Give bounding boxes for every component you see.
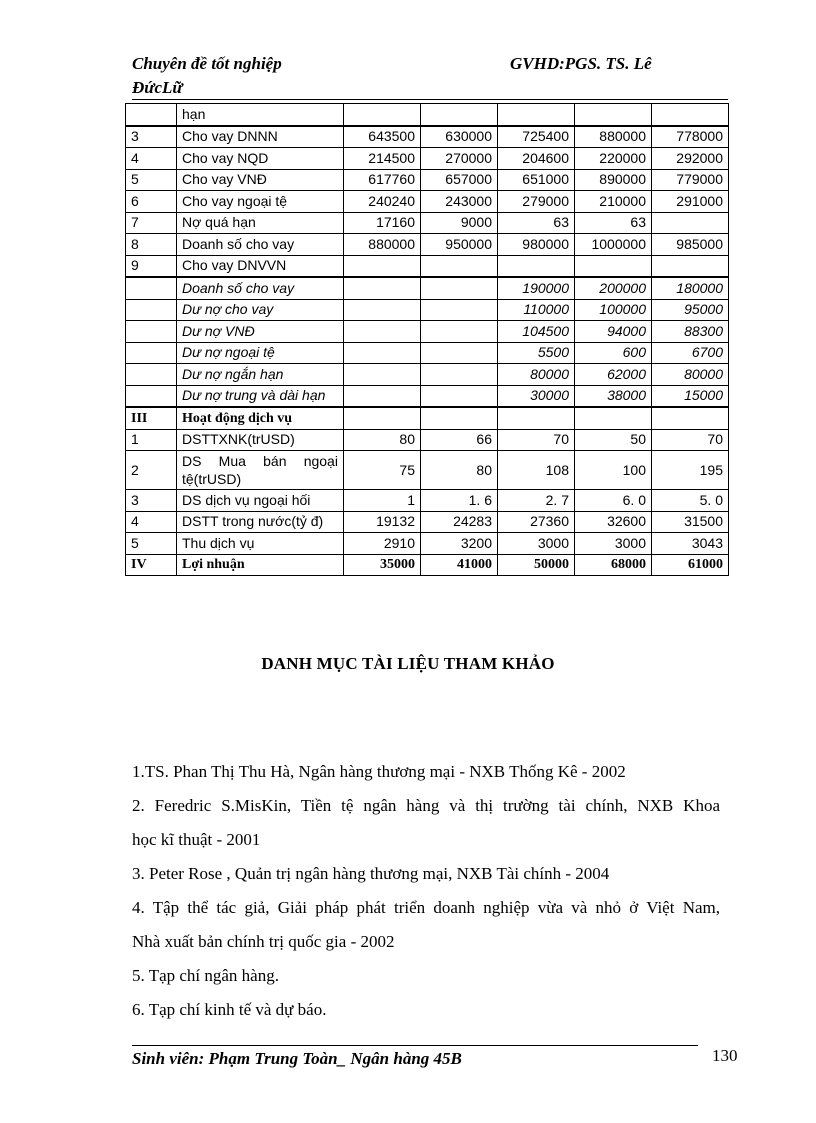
value-cell: 5. 0 bbox=[652, 490, 729, 512]
row-index: IV bbox=[126, 554, 177, 576]
header-advisor: GVHD:PGS. TS. Lê bbox=[510, 54, 652, 73]
value-cell: 94000 bbox=[575, 321, 652, 343]
row-label: DSTTXNK(trUSD) bbox=[177, 429, 344, 451]
value-cell: 1 bbox=[344, 490, 421, 512]
value-cell: 240240 bbox=[344, 191, 421, 213]
table-row bbox=[126, 234, 729, 256]
value-cell: 80 bbox=[344, 429, 421, 451]
value-cell bbox=[421, 104, 498, 126]
value-cell: 104500 bbox=[498, 321, 575, 343]
row-label-word: Mua bbox=[218, 453, 246, 469]
value-cell: 1. 6 bbox=[421, 490, 498, 512]
page-header bbox=[132, 52, 728, 100]
value-cell: 292000 bbox=[652, 148, 729, 170]
table-row bbox=[126, 191, 729, 213]
value-cell: 70 bbox=[498, 429, 575, 451]
value-cell: 15000 bbox=[652, 385, 729, 407]
value-cell bbox=[498, 104, 575, 126]
row-label: Cho vay ngoại tệ bbox=[177, 191, 344, 213]
value-cell bbox=[421, 321, 498, 343]
row-label: Doanh số cho vay bbox=[177, 277, 344, 299]
reference-text: 4. Tập thể tác giả, Giải pháp phát triển doanh nghiệp vừa và nhỏ ở Việt Nam, bbox=[132, 898, 720, 917]
row-index: 4 bbox=[126, 511, 177, 533]
value-cell: 80 bbox=[421, 451, 498, 490]
table-row bbox=[126, 451, 729, 490]
row-label: Dư nợ trung và dài hạn bbox=[177, 385, 344, 407]
footer-student: Sinh viên: Phạm Trung Toàn_ Ngân hàng 45B bbox=[132, 1049, 462, 1068]
value-cell: 950000 bbox=[421, 234, 498, 256]
value-cell: 27360 bbox=[498, 511, 575, 533]
row-label: Doanh số cho vay bbox=[177, 234, 344, 256]
value-cell bbox=[344, 104, 421, 126]
value-cell: 243000 bbox=[421, 191, 498, 213]
value-cell: 778000 bbox=[652, 126, 729, 148]
value-cell: 6. 0 bbox=[575, 490, 652, 512]
value-cell: 5500 bbox=[498, 342, 575, 364]
reference-text: 1.TS. Phan Thị Thu Hà, Ngân hàng thương mại - NXB Thống Kê - 2002 bbox=[132, 762, 626, 781]
row-label: Cho vay VNĐ bbox=[177, 169, 344, 191]
row-label-cont: tệ(trUSD) bbox=[182, 471, 242, 487]
row-label bbox=[177, 451, 344, 490]
reference-item bbox=[132, 789, 720, 857]
table-row bbox=[126, 407, 729, 429]
value-cell: 110000 bbox=[498, 299, 575, 321]
value-cell: 2910 bbox=[344, 533, 421, 555]
row-label: Cho vay NQD bbox=[177, 148, 344, 170]
reference-item bbox=[132, 891, 720, 959]
row-index: 3 bbox=[126, 126, 177, 148]
value-cell: 617760 bbox=[344, 169, 421, 191]
value-cell bbox=[344, 299, 421, 321]
row-index bbox=[126, 277, 177, 299]
value-cell bbox=[344, 321, 421, 343]
references-title: DANH MỤC TÀI LIỆU THAM KHẢO bbox=[261, 654, 555, 673]
value-cell: 66 bbox=[421, 429, 498, 451]
table-row bbox=[126, 554, 729, 576]
header-advisor-name: ĐứcLữ bbox=[132, 78, 183, 97]
value-cell: 985000 bbox=[652, 234, 729, 256]
value-cell bbox=[344, 364, 421, 386]
row-label-word: bán bbox=[263, 453, 287, 469]
table-row bbox=[126, 212, 729, 234]
row-index: 3 bbox=[126, 490, 177, 512]
value-cell: 63 bbox=[498, 212, 575, 234]
row-label: DSTT trong nước(tỷ đ) bbox=[177, 511, 344, 533]
table-row bbox=[126, 148, 729, 170]
value-cell: 30000 bbox=[498, 385, 575, 407]
value-cell: 68000 bbox=[575, 554, 652, 576]
table-row bbox=[126, 255, 729, 277]
row-label: Cho vay DNVVN bbox=[177, 255, 344, 277]
table-row bbox=[126, 429, 729, 451]
value-cell: 220000 bbox=[575, 148, 652, 170]
value-cell bbox=[652, 104, 729, 126]
reference-text: 6. Tạp chí kinh tế và dự báo. bbox=[132, 1000, 327, 1019]
header-rule bbox=[132, 99, 728, 100]
value-cell: 600 bbox=[575, 342, 652, 364]
value-cell: 80000 bbox=[652, 364, 729, 386]
value-cell: 35000 bbox=[344, 554, 421, 576]
row-label: Hoạt động dịch vụ bbox=[177, 407, 344, 429]
row-index bbox=[126, 364, 177, 386]
value-cell bbox=[421, 385, 498, 407]
table-row bbox=[126, 490, 729, 512]
reference-item bbox=[132, 857, 720, 891]
value-cell: 3000 bbox=[575, 533, 652, 555]
value-cell: 190000 bbox=[498, 277, 575, 299]
value-cell bbox=[652, 212, 729, 234]
row-index: 4 bbox=[126, 148, 177, 170]
row-index: 6 bbox=[126, 191, 177, 213]
value-cell bbox=[344, 385, 421, 407]
value-cell bbox=[498, 255, 575, 277]
reference-item bbox=[132, 755, 720, 789]
value-cell bbox=[344, 277, 421, 299]
value-cell: 880000 bbox=[344, 234, 421, 256]
value-cell: 3200 bbox=[421, 533, 498, 555]
value-cell: 108 bbox=[498, 451, 575, 490]
value-cell: 204600 bbox=[498, 148, 575, 170]
value-cell bbox=[421, 277, 498, 299]
value-cell: 63 bbox=[575, 212, 652, 234]
value-cell: 779000 bbox=[652, 169, 729, 191]
row-label: Nợ quá hạn bbox=[177, 212, 344, 234]
row-label-word: DS bbox=[182, 453, 202, 469]
row-index: 7 bbox=[126, 212, 177, 234]
reference-text: 5. Tạp chí ngân hàng. bbox=[132, 966, 279, 985]
value-cell bbox=[421, 255, 498, 277]
table-row bbox=[126, 385, 729, 407]
value-cell: 9000 bbox=[421, 212, 498, 234]
row-index bbox=[126, 385, 177, 407]
value-cell: 70 bbox=[652, 429, 729, 451]
row-label: Cho vay DNNN bbox=[177, 126, 344, 148]
reference-item bbox=[132, 993, 720, 1027]
value-cell: 725400 bbox=[498, 126, 575, 148]
value-cell: 88300 bbox=[652, 321, 729, 343]
table-row bbox=[126, 342, 729, 364]
header-title: Chuyên đề tốt nghiệp bbox=[132, 54, 282, 73]
value-cell: 61000 bbox=[652, 554, 729, 576]
row-index: 9 bbox=[126, 255, 177, 277]
value-cell: 32600 bbox=[575, 511, 652, 533]
value-cell bbox=[421, 299, 498, 321]
value-cell: 1000000 bbox=[575, 234, 652, 256]
row-index bbox=[126, 321, 177, 343]
value-cell: 100000 bbox=[575, 299, 652, 321]
row-index bbox=[126, 104, 177, 126]
table-row bbox=[126, 104, 729, 126]
value-cell: 651000 bbox=[498, 169, 575, 191]
value-cell bbox=[575, 104, 652, 126]
row-index bbox=[126, 342, 177, 364]
value-cell bbox=[421, 407, 498, 429]
reference-item bbox=[132, 959, 720, 993]
value-cell: 50000 bbox=[498, 554, 575, 576]
value-cell: 643500 bbox=[344, 126, 421, 148]
value-cell: 50 bbox=[575, 429, 652, 451]
value-cell: 100 bbox=[575, 451, 652, 490]
value-cell: 38000 bbox=[575, 385, 652, 407]
row-index: III bbox=[126, 407, 177, 429]
row-label: Thu dịch vụ bbox=[177, 533, 344, 555]
value-cell: 3000 bbox=[498, 533, 575, 555]
value-cell: 31500 bbox=[652, 511, 729, 533]
reference-text: 2. Feredric S.MisKin, Tiền tệ ngân hàng và thị trường tài chính, NXB Khoa bbox=[132, 796, 720, 815]
row-label: DS dịch vụ ngoại hối bbox=[177, 490, 344, 512]
value-cell: 41000 bbox=[421, 554, 498, 576]
value-cell bbox=[344, 255, 421, 277]
statistics-table bbox=[125, 103, 729, 576]
value-cell: 180000 bbox=[652, 277, 729, 299]
table-row bbox=[126, 364, 729, 386]
value-cell: 19132 bbox=[344, 511, 421, 533]
value-cell: 657000 bbox=[421, 169, 498, 191]
value-cell: 980000 bbox=[498, 234, 575, 256]
row-label: Dư nợ ngắn hạn bbox=[177, 364, 344, 386]
row-label: hạn bbox=[177, 104, 344, 126]
value-cell: 6700 bbox=[652, 342, 729, 364]
page-number: 130 bbox=[712, 1046, 738, 1065]
row-index bbox=[126, 299, 177, 321]
value-cell: 214500 bbox=[344, 148, 421, 170]
value-cell bbox=[344, 407, 421, 429]
table-row bbox=[126, 169, 729, 191]
table-row bbox=[126, 511, 729, 533]
table-row bbox=[126, 126, 729, 148]
value-cell: 195 bbox=[652, 451, 729, 490]
row-label: Dư nợ VNĐ bbox=[177, 321, 344, 343]
value-cell: 75 bbox=[344, 451, 421, 490]
footer-rule bbox=[132, 1045, 698, 1046]
table-row bbox=[126, 277, 729, 299]
table-row bbox=[126, 321, 729, 343]
row-index: 1 bbox=[126, 429, 177, 451]
row-index: 8 bbox=[126, 234, 177, 256]
reference-text-cont: học kĩ thuật - 2001 bbox=[132, 830, 261, 849]
value-cell: 210000 bbox=[575, 191, 652, 213]
value-cell: 279000 bbox=[498, 191, 575, 213]
value-cell: 291000 bbox=[652, 191, 729, 213]
value-cell: 2. 7 bbox=[498, 490, 575, 512]
value-cell bbox=[652, 407, 729, 429]
references-list bbox=[132, 755, 720, 1027]
value-cell bbox=[421, 342, 498, 364]
reference-text-cont: Nhà xuất bản chính trị quốc gia - 2002 bbox=[132, 932, 395, 951]
value-cell bbox=[498, 407, 575, 429]
row-label: Lợi nhuận bbox=[177, 554, 344, 576]
value-cell: 17160 bbox=[344, 212, 421, 234]
value-cell: 270000 bbox=[421, 148, 498, 170]
value-cell: 62000 bbox=[575, 364, 652, 386]
row-index: 5 bbox=[126, 533, 177, 555]
reference-text: 3. Peter Rose , Quản trị ngân hàng thương mại, NXB Tài chính - 2004 bbox=[132, 864, 610, 883]
value-cell: 200000 bbox=[575, 277, 652, 299]
value-cell: 80000 bbox=[498, 364, 575, 386]
row-label-word: ngoại bbox=[303, 453, 338, 469]
value-cell: 95000 bbox=[652, 299, 729, 321]
value-cell: 880000 bbox=[575, 126, 652, 148]
value-cell: 24283 bbox=[421, 511, 498, 533]
value-cell: 890000 bbox=[575, 169, 652, 191]
row-label: Dư nợ cho vay bbox=[177, 299, 344, 321]
value-cell: 630000 bbox=[421, 126, 498, 148]
value-cell bbox=[575, 407, 652, 429]
value-cell bbox=[652, 255, 729, 277]
row-index: 5 bbox=[126, 169, 177, 191]
value-cell bbox=[344, 342, 421, 364]
table-row bbox=[126, 299, 729, 321]
value-cell: 3043 bbox=[652, 533, 729, 555]
value-cell bbox=[421, 364, 498, 386]
value-cell bbox=[575, 255, 652, 277]
row-label: Dư nợ ngoại tệ bbox=[177, 342, 344, 364]
table-row bbox=[126, 533, 729, 555]
row-index: 2 bbox=[126, 451, 177, 490]
